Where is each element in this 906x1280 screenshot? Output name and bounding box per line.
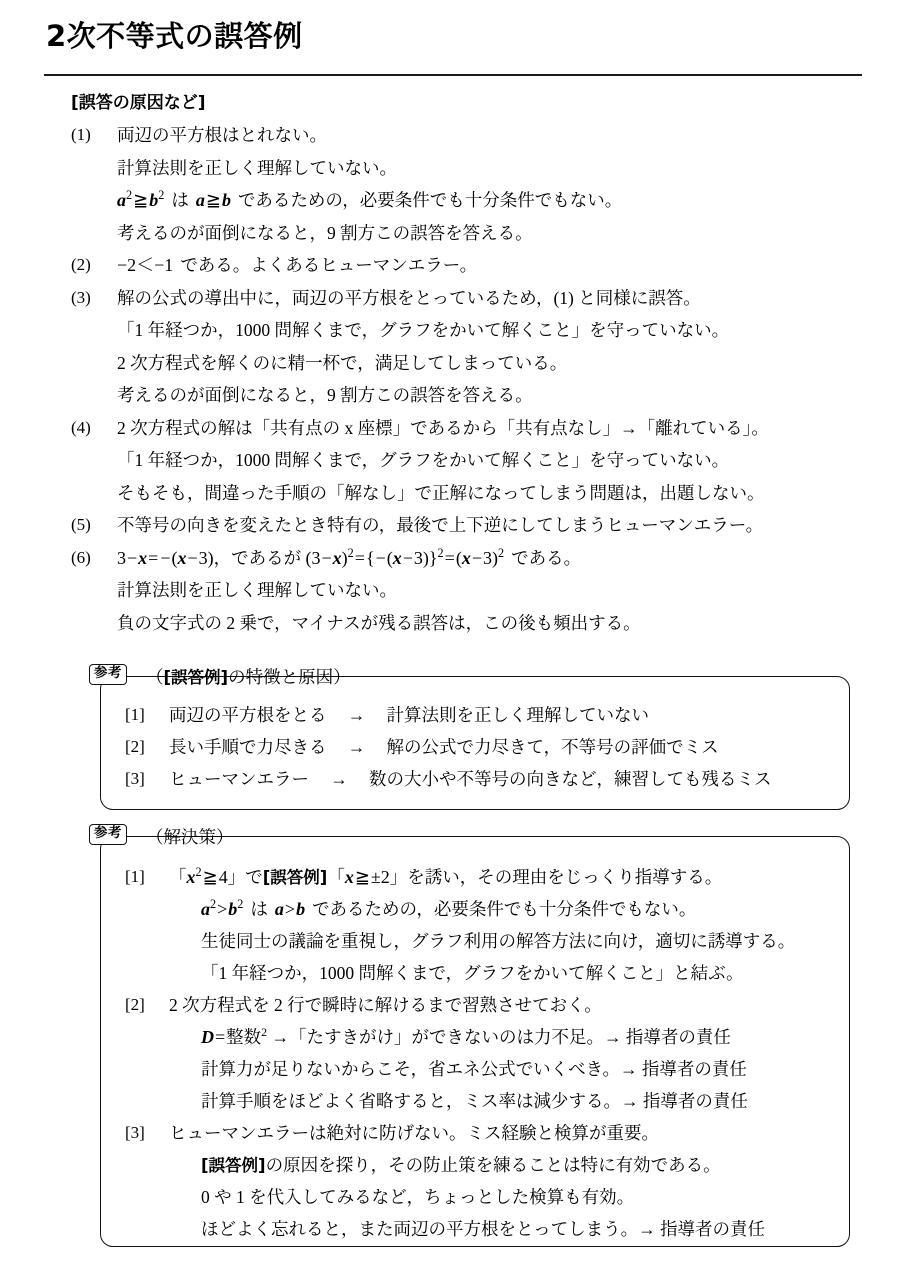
note-row — [101, 1053, 849, 1085]
note-row — [101, 893, 849, 925]
note-line-text: 0 や 1 を代入してみるなど，ちょっとした検算も有効。 — [201, 1187, 635, 1207]
note-row-marker: [2] — [125, 737, 145, 756]
arrow-icon: → — [347, 737, 366, 757]
note-line-text: 「1 年経つか，1000 問解くまで，グラフをかいて解くこと」と結ぶ。 — [201, 963, 744, 983]
outline-list — [0, 119, 906, 639]
note-badge: 参考 — [89, 664, 127, 685]
outline-line — [0, 542, 906, 575]
note-row-marker: [1] — [125, 867, 145, 886]
note-row — [101, 1021, 849, 1053]
note-line-math: D=整数$^2$ →「たすきがけ」ができないのは力不足。→ 指導者の責任 — [201, 1025, 731, 1047]
outline-line — [0, 509, 906, 542]
list-line-text: 「1 年経つか，1000 問解くまで，グラフをかいて解くこと」を守っていない。 — [117, 450, 730, 470]
list-line-text: 考えるのが面倒になると，9 割方この誤答を答える。 — [117, 385, 533, 405]
note-body — [101, 699, 849, 795]
list-item — [0, 249, 906, 282]
note-row-marker: [3] — [125, 1123, 145, 1142]
list-marker: (6) — [71, 547, 91, 567]
note-line-text: ヒューマンエラーは絶対に防げない。ミス経験と検算が重要。 — [169, 1123, 659, 1143]
title-divider — [44, 74, 862, 76]
note-row-marker: [3] — [125, 769, 145, 788]
outline-line — [0, 282, 906, 315]
note-row-marker: [1] — [125, 705, 145, 724]
list-line-text: 2 次方程式の解は「共有点の x 座標」であるから「共有点なし」→「離れている」。 — [117, 417, 769, 438]
list-line-text: 計算法則を正しく理解していない。 — [117, 580, 397, 600]
note-row — [101, 1149, 849, 1181]
list-marker: (2) — [71, 255, 91, 274]
list-line-text: そもそも，間違った手順の「解なし」で正解になってしまう問題は，出題しない。 — [117, 482, 765, 503]
note-row — [101, 861, 849, 893]
arrow-icon: → — [347, 705, 366, 725]
list-item — [0, 412, 906, 510]
list-line-text: 負の文字式の 2 乗で，マイナスが残る誤答は，この後も頻出する。 — [117, 612, 641, 633]
outline-line — [0, 379, 906, 412]
note-line-text: 2 次方程式を 2 行で瞬時に解けるまで習熟させておく。 — [169, 995, 602, 1015]
note-badge: 参考 — [89, 824, 127, 845]
note-line-text: 計算手順をほどよく省略すると，ミス率は減少する。→ 指導者の責任 — [201, 1091, 748, 1111]
outline-line — [0, 477, 906, 510]
list-line-text: 両辺の平方根はとれない。 — [117, 125, 327, 145]
list-line-math: 3−x= −(x−3)，であるが $(3-x)^2=\{-(x-3)\}^2=(x-3)^2$ である。 — [117, 545, 582, 568]
list-line-text: 2 次方程式を解くのに精一杯で，満足してしまっている。 — [117, 352, 568, 373]
note-line-text: ほどよく忘れると，また両辺の平方根をとってしまう。→ 指導者の責任 — [201, 1219, 766, 1239]
note-line-text: 計算力が足りないからこそ，省エネ公式でいくべき。→ 指導者の責任 — [201, 1059, 747, 1079]
note-row — [101, 1085, 849, 1117]
outline-line — [0, 574, 906, 607]
list-item — [0, 509, 906, 542]
note-line-text-emph: [誤答例]の原因を探り，その防止策を練ることは特に有効である。 — [201, 1155, 721, 1175]
note-row — [101, 1117, 849, 1149]
note-title-close: の特徴と原因） — [228, 667, 351, 687]
note-row — [101, 731, 849, 763]
arrow-icon: → — [330, 769, 348, 789]
note-row — [101, 1213, 849, 1245]
note-row-cause: 長い手順で力尽きる — [169, 737, 327, 757]
note-row-marker: [2] — [125, 995, 145, 1014]
outline-line — [0, 152, 906, 185]
note-row-result: 数の大小や不等号の向きなど，練習しても残るミス — [369, 769, 772, 789]
note-row — [101, 699, 849, 731]
note-row — [101, 957, 849, 989]
note-title-open: （ — [146, 667, 164, 687]
list-item — [0, 119, 906, 249]
outline-line — [0, 184, 906, 217]
list-marker: (4) — [71, 417, 91, 437]
note-row-content — [169, 731, 719, 763]
outline-line — [0, 607, 906, 640]
note-row — [101, 763, 849, 795]
note-line-math: $a^2>b^2$ は a>b であるための，必要条件でも十分条件でもない。 — [201, 897, 697, 919]
list-marker: (1) — [71, 125, 91, 144]
note-title — [146, 663, 351, 692]
note-row — [101, 1181, 849, 1213]
list-line-text: 「1 年経つか，1000 問解くまで，グラフをかいて解くこと」を守っていない。 — [117, 320, 730, 340]
outline-line — [0, 249, 906, 282]
note-row-content — [169, 763, 772, 795]
list-item — [0, 542, 906, 640]
list-item — [0, 282, 906, 412]
outline-line — [0, 217, 906, 250]
note-line-math: 「$x^2≧4$」で[誤答例]「x≧±2」を誘い，その理由をじっくり指導する。 — [169, 865, 723, 887]
note-title: （解決策） — [146, 827, 234, 847]
section-heading: [誤答の原因など] — [71, 93, 206, 113]
list-line-text: 計算法則を正しく理解していない。 — [117, 157, 397, 178]
list-marker: (3) — [71, 287, 91, 307]
note-row-cause: 両辺の平方根をとる — [169, 705, 327, 725]
note-title-emphasis: [誤答例] — [163, 668, 229, 687]
note-row-cause: ヒューマンエラー — [169, 769, 309, 789]
note-body — [101, 861, 849, 1245]
list-line-text: 考えるのが面倒になると，9 割方この誤答を答える。 — [117, 222, 533, 243]
note-box-solutions — [94, 825, 850, 1247]
list-marker: (5) — [71, 515, 91, 534]
note-row-content — [169, 699, 649, 731]
list-line-math: −2＜−1 である。よくあるヒューマンエラー。 — [117, 255, 478, 275]
outline-line — [0, 347, 906, 380]
outline-line — [0, 119, 906, 152]
outline-line — [0, 314, 906, 347]
outline-line — [0, 412, 906, 445]
note-row — [101, 989, 849, 1021]
list-line-text: 不等号の向きを変えたとき特有の，最後で上下逆にしてしまうヒューマンエラー。 — [117, 515, 764, 535]
list-line-text: 解の公式の導出中に，両辺の平方根をとっているため，(1) と同様に誤答。 — [117, 287, 701, 308]
page-title: 2次不等式の誤答例 — [46, 19, 303, 53]
outline-line — [0, 444, 906, 477]
note-line-text: 生徒同士の議論を重視し，グラフ利用の解答方法に向け，適切に誘導する。 — [201, 931, 796, 951]
note-box-features — [94, 665, 850, 810]
list-line-math: $a^2≧b^2$ は a≧b であるための，必要条件でも十分条件でもない。 — [117, 188, 623, 210]
note-row-result: 解の公式で力尽きて，不等号の評価でミス — [386, 737, 719, 757]
note-row — [101, 925, 849, 957]
note-row-result: 計算法則を正しく理解していない — [386, 705, 649, 725]
